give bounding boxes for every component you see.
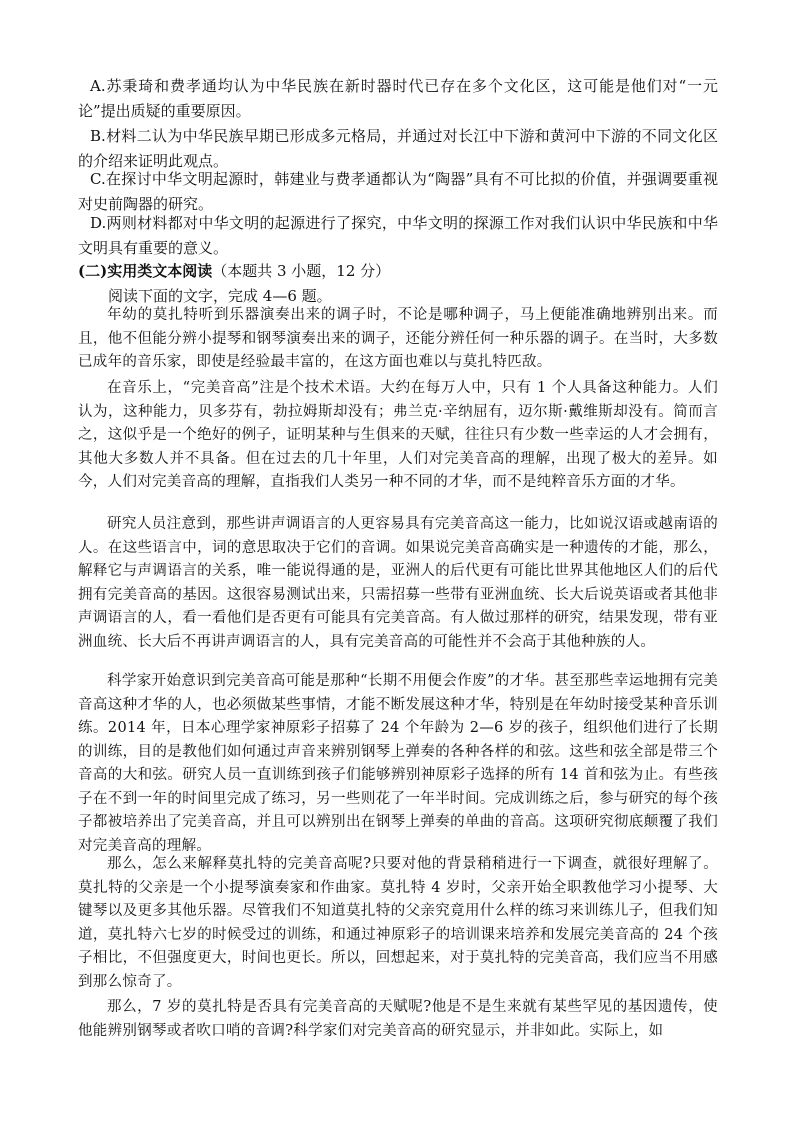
section-heading xyxy=(78,259,718,284)
paragraph-2: 在音乐上，“完美音高”注是个技术术语。大约在每万人中，只有 1 个人具备这种能力。人们认为，这种能力，贝多芬有，勃拉姆斯却没有；弗兰克·辛纳屈有，迈尔斯·戴维斯却没有。简而言之，这似乎是一个绝好的例子，证明某种与生俱来的天赋，往往只有少数一些幸运的人才会拥有，其他大多数人并不具备。但在过去的几十年里，人们对完美音高的理解，出现了极大的差异。如今，人们对完美音高的理解，直指我们人类另一种不同的才华，而不是纯粹音乐方面的才华。 xyxy=(78,380,718,490)
option-a: A.苏秉琦和费孝通均认为中华民族在新时器时代已存在多个文化区，这可能是他们对“一元论”提出质疑的重要原因。 xyxy=(78,77,718,120)
paragraph-6: 那么，7 岁的莫扎特是否具有完美音高的天赋呢?他是不是生来就有某些罕见的基因遗传，使他能辨别钢琴或者吹口哨的音调?科学家们对完美音高的研究显示，并非如此。实际上，如 xyxy=(78,999,718,1039)
paragraph-4: 科学家开始意识到完美音高可能是那种“长期不用便会作废”的才华。甚至那些幸运地拥有完美音高这种才华的人，也必须做某些事情，才能不断发展这种才华，特别是在年幼时接受某种音乐训练。2014 年，日本心理学家神原彩子招募了 24 个年龄为 2—6 岁的孩子，组织他们进行了长期的训练，目的是教他们如何通过声音来辨别钢琴上弹奏的各种各样的和弦。这些和弦全部是带三个音高的大和弦。研究人员一直训练到孩子们能够辨别神原彩子选择的所有 14 首和弦为止。有些孩子在不到一年的时间里完成了练习，另一些则花了一年半时间。完成训练之后，参与研究的每个孩子都被培养出了完美音高，并且可以辨别出在钢琴上弹奏的单曲的音高。这项研究彻底颠覆了我们对完美音高的理解。 xyxy=(78,673,718,854)
paragraph-5: 那么，怎么来解释莫扎特的完美音高呢?只要对他的背景稍稍进行一下调查，就很好理解了。莫扎特的父亲是一个小提琴演奏家和作曲家。莫扎特 4 岁时，父亲开始全职教他学习小提琴、大键琴以及更多其他乐器。尽管我们不知道莫扎特的父亲究竟用什么样的练习来训练儿子，但我们知道，莫扎特六七岁的时候受过的训练，和通过神原彩子的培训课来培养和发展完美音高的 24 个孩子相比，不但强度更大，时间也更长。所以，回想起来，对于莫扎特的完美音高，我们应当不用感到那么惊奇了。 xyxy=(78,856,718,990)
paragraph-3: 研究人员注意到，那些讲声调语言的人更容易具有完美音高这一能力，比如说汉语或越南语的人。在这些语言中，词的意思取决于它们的音调。如果说完美音高确实是一种遗传的才能，那么，解释它与声调语言的关系，唯一能说得通的是，亚洲人的后代更有可能比世界其他地区人们的后代拥有完美音高的基因。这很容易测试出来，只需招募一些带有亚洲血统、长大后说英语或者其他非声调语言的人，看一看他们是否更有可能具有完美音高。有人做过那样的研究，结果发现，带有亚洲血统、长大后不再讲声调语言的人，具有完美音高的可能性并不会高于其他种族的人。 xyxy=(78,516,718,650)
option-b: B.材料二认为中华民族早期已形成多元格局，并通过对长江中下游和黄河中下游的不同文化区的介绍来证明此观点。 xyxy=(78,127,718,170)
option-d: D.两则材料都对中华文明的起源进行了探究，中华文明的探源工作对我们认识中华民族和中华文明具有重要的意义。 xyxy=(78,214,718,257)
option-c: C.在探讨中华文明起源时，韩建业与费孝通都认为“陶器”具有不可比拟的价值，并强调要重视对史前陶器的研究。 xyxy=(78,170,718,213)
paragraph-1: 年幼的莫扎特听到乐器演奏出来的调子时，不论是哪种调子，马上便能准确地辨别出来。而且，他不但能分辨小提琴和钢琴演奏出来的调子，还能分辨任何一种乐器的调子。在当时，大多数已成年的音乐家，即使是经验最丰富的，在这方面也难以与莫扎特匹敌。 xyxy=(78,307,718,370)
section-instruction: 阅读下面的文字，完成 4—6 题。 xyxy=(108,287,332,305)
section-meta: （本题共 3 小题，12 分） xyxy=(212,262,391,280)
section-title: (二)实用类文本阅读 xyxy=(78,262,213,280)
